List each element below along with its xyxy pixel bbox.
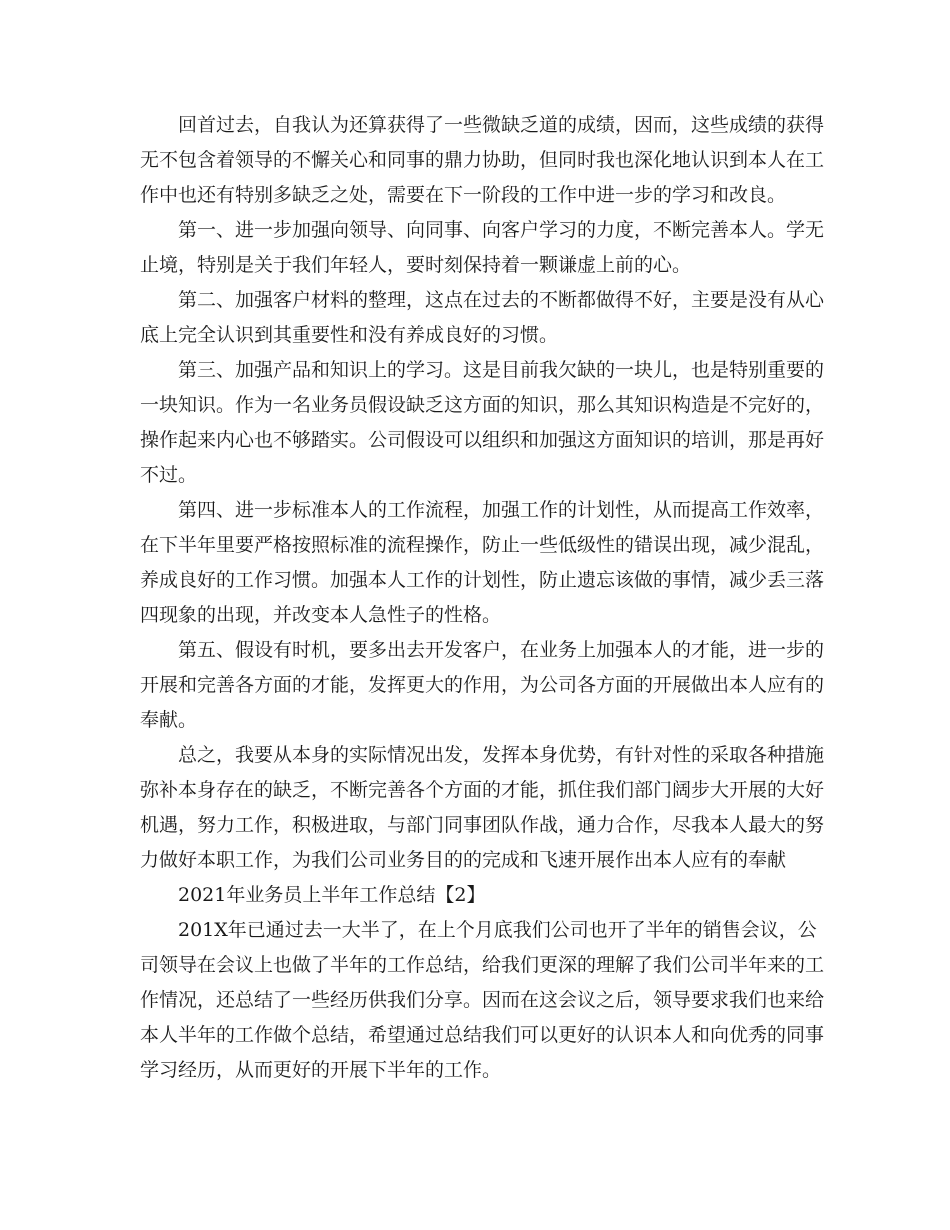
paragraph-line: 养成良好的工作习惯。加强本人工作的计划性，防止遗忘该做的事情，减少丢三落 [140, 569, 825, 591]
paragraph-line: 不过。 [140, 464, 198, 486]
paragraph-line: 止境，特别是关于我们年轻人，要时刻保持着一颗谦虚上前的心。 [140, 254, 692, 276]
paragraph-line: 总之，我要从本身的实际情况出发，发挥本身优势，有针对性的采取各种措施 [178, 744, 825, 766]
paragraph-line: 第五、假设有时机，要多出去开发客户，在业务上加强本人的才能，进一步的 [178, 639, 825, 661]
paragraph-line: 机遇，努力工作，积极进取，与部门同事团队作战，通力合作，尽我本人最大的努 [140, 814, 825, 836]
paragraph-line: 201X年已通过去一大半了，在上个月底我们公司也开了半年的销售会议，公 [178, 919, 817, 941]
section-heading: 2021年业务员上半年工作总结【2】 [178, 884, 486, 906]
paragraph-line: 无不包含着领导的不懈关心和同事的鼎力协助，但同时我也深化地认识到本人在工 [140, 149, 825, 171]
paragraph-line: 回首过去，自我认为还算获得了一些微缺乏道的成绩，因而，这些成绩的获得 [178, 114, 825, 136]
paragraph-line: 四现象的出现，并改变本人急性子的性格。 [140, 604, 502, 626]
paragraph-line: 第二、加强客户材料的整理，这点在过去的不断都做得不好，主要是没有从心 [178, 289, 825, 311]
paragraph-line: 一块知识。作为一名业务员假设缺乏这方面的知识，那么其知识构造是不完好的， [140, 394, 825, 416]
paragraph-line: 操作起来内心也不够踏实。公司假设可以组织和加强这方面知识的培训，那是再好 [140, 429, 825, 451]
paragraph-line: 底上完全认识到其重要性和没有养成良好的习惯。 [140, 324, 559, 346]
document-body [140, 108, 825, 1088]
paragraph-line: 学习经历，从而更好的开展下半年的工作。 [140, 1059, 502, 1081]
paragraph-line: 在下半年里要严格按照标准的流程操作，防止一些低级性的错误出现，减少混乱， [140, 534, 825, 556]
paragraph-line: 开展和完善各方面的才能，发挥更大的作用，为公司各方面的开展做出本人应有的 [140, 674, 825, 696]
paragraph-line: 力做好本职工作，为我们公司业务目的的完成和飞速开展作出本人应有的奉献 [140, 849, 787, 871]
paragraph-line: 第一、进一步加强向领导、向同事、向客户学习的力度，不断完善本人。学无 [178, 219, 825, 241]
paragraph-line: 作情况，还总结了一些经历供我们分享。因而在这会议之后，领导要求我们也来给 [140, 989, 825, 1011]
paragraph-line: 作中也还有特别多缺乏之处，需要在下一阶段的工作中进一步的学习和改良。 [140, 184, 787, 206]
paragraph-line: 弥补本身存在的缺乏，不断完善各个方面的才能，抓住我们部门阔步大开展的大好 [140, 779, 825, 801]
paragraph-line: 第四、进一步标准本人的工作流程，加强工作的计划性，从而提高工作效率， [178, 499, 825, 521]
paragraph-line: 本人半年的工作做个总结，希望通过总结我们可以更好的认识本人和向优秀的同事 [140, 1024, 825, 1046]
paragraph-line: 奉献。 [140, 709, 198, 731]
paragraph-line: 司领导在会议上也做了半年的工作总结，给我们更深的理解了我们公司半年来的工 [140, 954, 825, 976]
paragraph-line: 第三、加强产品和知识上的学习。这是目前我欠缺的一块儿，也是特别重要的 [178, 359, 825, 381]
